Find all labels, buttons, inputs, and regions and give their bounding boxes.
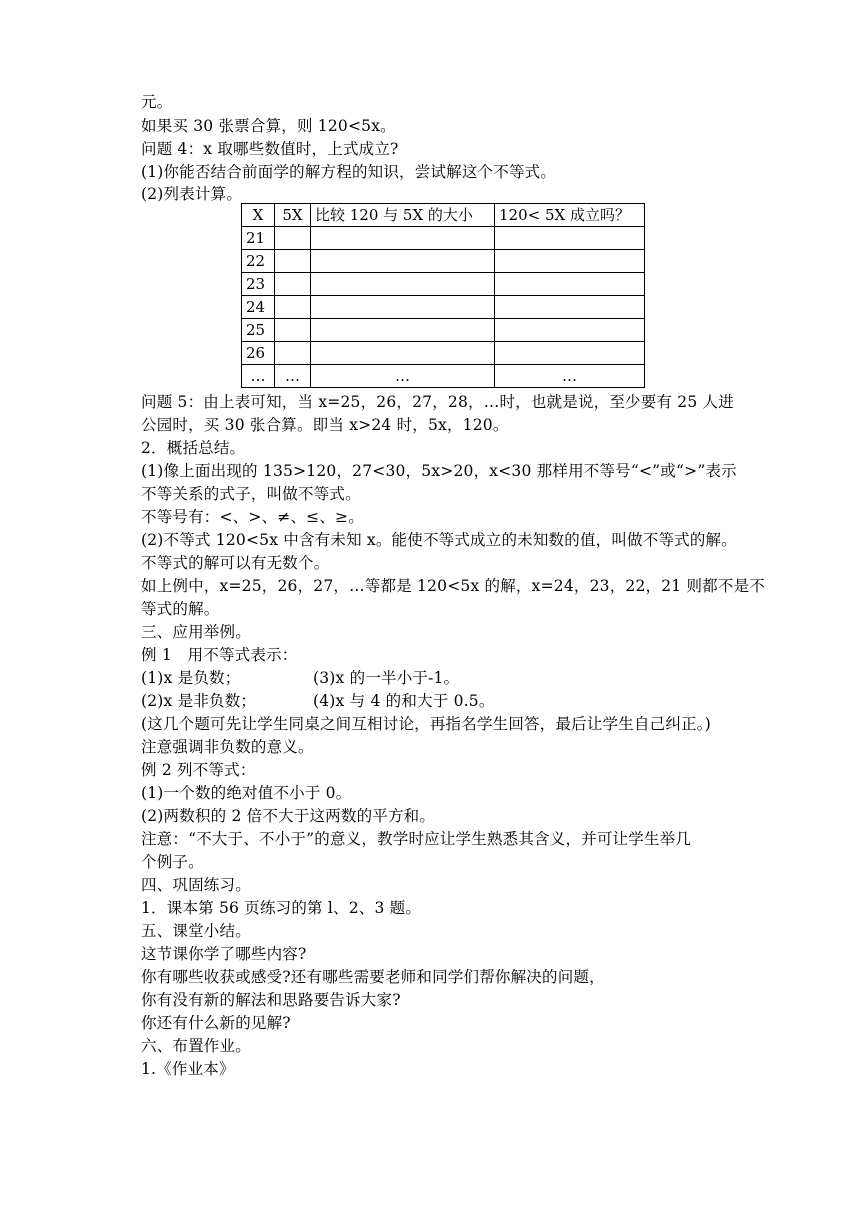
text-line: 如果买 30 张票合算，则 120<5x。	[141, 117, 396, 135]
text-line: 例 2 列不等式：	[141, 761, 256, 779]
table-cell	[311, 250, 495, 273]
text-line: 公园时，买 30 张合算。即当 x>24 时，5x，120。	[141, 416, 509, 434]
text-line: (2)列表计算。	[141, 185, 243, 203]
table-header-cell: 120< 5X 成立吗？	[495, 204, 645, 227]
table-cell	[275, 319, 311, 342]
text-line: 注意：“不大于、不小于”的意义，教学时应让学生熟悉其含义，并可让学生举几	[141, 830, 692, 848]
text-line: 个例子。	[141, 853, 204, 871]
table-cell	[311, 342, 495, 365]
text-line: 等式的解。	[141, 600, 220, 618]
table-header-row	[242, 204, 645, 227]
table-cell	[275, 296, 311, 319]
text-line: (2)不等式 120<5x 中含有未知 x。能使不等式成立的未知数的值，叫做不等式的解。	[141, 531, 737, 549]
table-cell: …	[275, 365, 311, 388]
table-header-cell: 5X	[275, 204, 311, 227]
table-cell	[495, 227, 645, 250]
text-line: 如上例中，x=25，26，27，…等都是 120<5x 的解，x=24，23，22，21 则都不是不	[141, 577, 765, 595]
text-line: 这节课你学了哪些内容?	[141, 945, 307, 963]
text-line: 不等关系的式子，叫做不等式。	[141, 485, 361, 503]
table-row	[242, 365, 645, 388]
table-header-cell: X	[242, 204, 275, 227]
text-line: 1．课本第 56 页练习的第 l、2、3 题。	[141, 899, 422, 917]
text-line: (2)两数积的 2 倍不大于这两数的平方和。	[141, 807, 436, 825]
table-cell	[311, 296, 495, 319]
text-line: (1)你能否结合前面学的解方程的知识，尝试解这个不等式。	[141, 163, 557, 181]
example1-item: (4)x 与 4 的和大于 0.5。	[313, 692, 495, 710]
table-cell: …	[242, 365, 275, 388]
section-heading: 三、应用举例。	[141, 623, 251, 641]
table-cell	[495, 250, 645, 273]
text-line: 你有哪些收获或感受?还有哪些需要老师和同学们帮你解决的问题，	[141, 968, 605, 986]
table-row	[242, 273, 645, 296]
section-heading: 四、巩固练习。	[141, 876, 251, 894]
example1-item: (1)x 是负数；	[141, 669, 241, 687]
text-line: (1)一个数的绝对值不小于 0。	[141, 784, 352, 802]
table-row	[242, 342, 645, 365]
table-cell: 25	[242, 319, 275, 342]
text-line: 元。	[141, 93, 173, 111]
table-cell: 22	[242, 250, 275, 273]
table-cell: 23	[242, 273, 275, 296]
text-line: 不等号有：<、>、≠、≤、≥。	[141, 508, 364, 526]
section-heading: 2．概括总结。	[141, 439, 246, 457]
text-line: 问题 5：由上表可知，当 x=25，26，27，28，…时，也就是说，至少要有 25 人进	[141, 393, 734, 411]
table-cell: 24	[242, 296, 275, 319]
table-cell	[495, 296, 645, 319]
table-row	[242, 319, 645, 342]
text-line: (这几个题可先让学生同桌之间互相讨论，再指名学生回答，最后让学生自己纠正。)	[141, 715, 711, 733]
text-line: 1.《作业本》	[141, 1060, 235, 1078]
section-heading: 五、课堂小结。	[141, 922, 251, 940]
table-cell	[311, 319, 495, 342]
table-cell: …	[311, 365, 495, 388]
table-cell	[275, 273, 311, 296]
table-cell	[495, 342, 645, 365]
text-line: 你有没有新的解法和思路要告诉大家?	[141, 991, 401, 1009]
table-row	[242, 296, 645, 319]
table-cell	[275, 227, 311, 250]
table-row	[242, 250, 645, 273]
text-line: 不等式的解可以有无数个。	[141, 554, 330, 572]
table-row	[242, 227, 645, 250]
example1-item: (2)x 是非负数；	[141, 692, 257, 710]
table-cell	[311, 273, 495, 296]
table-cell	[275, 250, 311, 273]
table-cell: 21	[242, 227, 275, 250]
table-header-cell: 比较 120 与 5X 的大小	[311, 204, 495, 227]
text-line: 注意强调非负数的意义。	[141, 738, 314, 756]
text-line: (1)像上面出现的 135>120，27<30，5x>20，x<30 那样用不等号“<”或“>”表示	[141, 462, 737, 480]
table-cell	[495, 319, 645, 342]
table-cell: 26	[242, 342, 275, 365]
text-line: 你还有什么新的见解?	[141, 1014, 291, 1032]
table-cell	[275, 342, 311, 365]
text-line: 例 1 用不等式表示：	[141, 646, 298, 664]
section-heading: 六、布置作业。	[141, 1037, 251, 1055]
table-cell: …	[495, 365, 645, 388]
table-cell	[311, 227, 495, 250]
calculation-table	[241, 203, 645, 388]
table-cell	[495, 273, 645, 296]
example1-item: (3)x 的一半小于-1。	[313, 669, 460, 687]
text-line: 问题 4：x 取哪些数值时，上式成立?	[141, 140, 399, 158]
